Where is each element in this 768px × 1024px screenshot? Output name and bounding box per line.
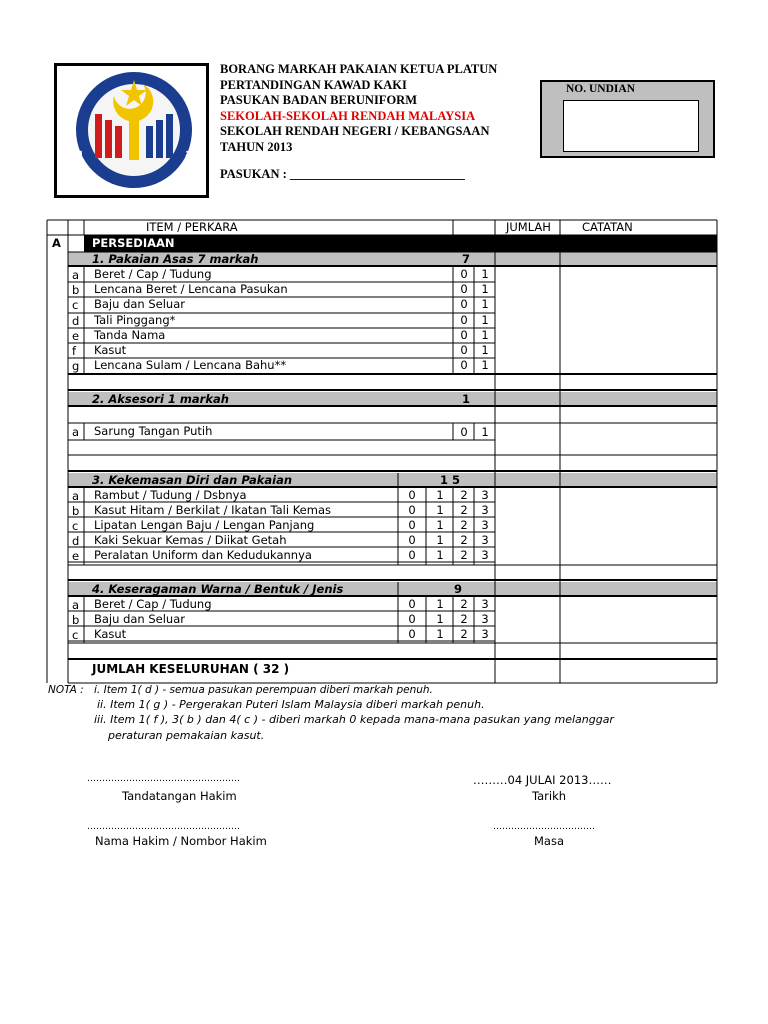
col-jumlah-header: JUMLAH <box>506 220 551 234</box>
judge-name-line[interactable]: …………………………………………… <box>87 822 240 832</box>
header-line-3: PASUKAN BADAN BERUNIFORM <box>220 93 417 107</box>
score-option[interactable]: 0 <box>408 488 416 502</box>
item-label: Sarung Tangan Putih <box>94 424 213 438</box>
pasukan-field[interactable]: PASUKAN : ____________________________ <box>220 167 465 181</box>
col-catatan-header: CATATAN <box>582 220 633 234</box>
score-option[interactable]: 1 <box>481 313 489 327</box>
score-option[interactable]: 0 <box>460 328 468 342</box>
score-option[interactable]: 0 <box>408 597 416 611</box>
score-option[interactable]: 0 <box>408 503 416 517</box>
score-option[interactable]: 2 <box>460 503 468 517</box>
section-letter: A <box>52 236 61 250</box>
score-option[interactable]: 1 <box>481 282 489 296</box>
item-letter: g <box>72 359 80 373</box>
score-option[interactable]: 3 <box>481 627 489 641</box>
score-option[interactable]: 0 <box>408 518 416 532</box>
sub1-title: 1. Pakaian Asas 7 markah <box>92 252 259 266</box>
score-option[interactable]: 0 <box>408 548 416 562</box>
score-option[interactable]: 0 <box>460 358 468 372</box>
total-label: JUMLAH KESELURUHAN ( 32 ) <box>92 662 290 676</box>
item-letter: b <box>72 283 80 297</box>
header-line-5: TAHUN 2013 <box>220 139 293 154</box>
item-label: Rambut / Tudung / Dsbnya <box>94 488 247 502</box>
date-field[interactable]: ………04 JULAI 2013…… <box>473 773 612 787</box>
score-option[interactable]: 2 <box>460 518 468 532</box>
time-field[interactable]: ……………………………. <box>493 822 595 832</box>
no-undian-label: NO. UNDIAN <box>566 83 635 95</box>
score-option[interactable]: 0 <box>460 297 468 311</box>
item-letter: d <box>72 314 80 328</box>
note-3: iii. Item 1( f ), 3( b ) dan 4( c ) - diberi markah 0 kepada mana-mana pasukan yang melanggar <box>94 713 614 726</box>
note-2: ii. Item 1( g ) - Pergerakan Puteri Islam Malaysia diberi markah penuh. <box>97 698 485 711</box>
score-option[interactable]: 3 <box>481 612 489 626</box>
score-option[interactable]: 0 <box>460 267 468 281</box>
score-option[interactable]: 1 <box>481 267 489 281</box>
item-letter: c <box>72 628 79 642</box>
item-letter: a <box>72 268 80 282</box>
item-letter: c <box>72 298 79 312</box>
item-letter: c <box>72 519 79 533</box>
score-option[interactable]: 2 <box>460 597 468 611</box>
judge-signature-label: Tandatangan Hakim <box>122 789 237 803</box>
score-option[interactable]: 1 <box>436 612 444 626</box>
header-line-red: SEKOLAH-SEKOLAH RENDAH MALAYSIA <box>220 108 476 123</box>
judge-signature-line[interactable]: …………………………………………… <box>87 774 240 784</box>
item-letter: d <box>72 534 80 548</box>
score-option[interactable]: 1 <box>481 425 489 439</box>
header-line-1: BORANG MARKAH PAKAIAN KETUA PLATUN <box>220 62 498 76</box>
score-option[interactable]: 2 <box>460 627 468 641</box>
score-option[interactable]: 2 <box>460 488 468 502</box>
score-option[interactable]: 3 <box>481 533 489 547</box>
col-item-header: ITEM / PERKARA <box>146 220 238 234</box>
sub2-title: 2. Aksesori 1 markah <box>92 392 229 406</box>
score-option[interactable]: 3 <box>481 548 489 562</box>
score-option[interactable]: 2 <box>460 533 468 547</box>
sub1-max: 7 <box>462 252 471 266</box>
item-label: Tali Pinggang* <box>94 313 176 327</box>
item-letter: a <box>72 489 80 503</box>
score-option[interactable]: 0 <box>408 533 416 547</box>
score-option[interactable]: 1 <box>481 343 489 357</box>
score-option[interactable]: 1 <box>436 533 444 547</box>
item-label: Tanda Nama <box>94 328 166 342</box>
score-option[interactable]: 1 <box>436 488 444 502</box>
score-option[interactable]: 0 <box>408 612 416 626</box>
item-label: Kaki Sekuar Kemas / Diikat Getah <box>94 533 287 547</box>
score-option[interactable]: 1 <box>481 358 489 372</box>
item-label: Beret / Cap / Tudung <box>94 267 212 281</box>
time-label: Masa <box>534 834 565 848</box>
score-option[interactable]: 1 <box>481 297 489 311</box>
score-option[interactable]: 0 <box>460 282 468 296</box>
score-option[interactable]: 3 <box>481 488 489 502</box>
score-option[interactable]: 3 <box>481 503 489 517</box>
item-label: Peralatan Uniform dan Kedudukannya <box>94 548 312 562</box>
item-letter: a <box>72 425 80 439</box>
score-option[interactable]: 0 <box>460 425 468 439</box>
item-letter: e <box>72 549 80 563</box>
judge-name-label: Nama Hakim / Nombor Hakim <box>95 834 267 848</box>
item-letter: b <box>72 613 80 627</box>
score-option[interactable]: 0 <box>408 627 416 641</box>
section-title: PERSEDIAAN <box>92 236 175 250</box>
score-option[interactable]: 1 <box>436 627 444 641</box>
item-letter: b <box>72 504 80 518</box>
header-line-2: PERTANDINGAN KAWAD KAKI <box>220 77 407 92</box>
score-option[interactable]: 1 <box>481 328 489 342</box>
score-option[interactable]: 1 <box>436 548 444 562</box>
item-label: Kasut <box>94 343 127 357</box>
score-option[interactable]: 2 <box>460 612 468 626</box>
item-letter: a <box>72 598 80 612</box>
item-letter: f <box>72 344 77 358</box>
item-label: Baju dan Seluar <box>94 297 186 311</box>
score-option[interactable]: 0 <box>460 313 468 327</box>
sub4-max: 9 <box>454 582 463 596</box>
date-label: Tarikh <box>532 789 567 803</box>
sub3-title: 3. Kekemasan Diri dan Pakaian <box>92 473 293 487</box>
score-option[interactable]: 3 <box>481 597 489 611</box>
sub3-max: 1 5 <box>440 473 461 487</box>
header-line-4: SEKOLAH RENDAH NEGERI / KEBANGSAAN <box>220 124 490 138</box>
note-1: i. Item 1( d ) - semua pasukan perempuan diberi markah penuh. <box>94 684 433 696</box>
item-label: Lencana Sulam / Lencana Bahu** <box>94 358 287 372</box>
item-label: Lipatan Lengan Baju / Lengan Panjang <box>94 518 315 532</box>
item-label: Lencana Beret / Lencana Pasukan <box>94 282 288 296</box>
item-label: Baju dan Seluar <box>94 612 186 626</box>
item-letter: e <box>72 329 80 343</box>
sub4-title: 4. Keseragaman Warna / Bentuk / Jenis <box>92 582 344 596</box>
item-label: Kasut <box>94 627 127 641</box>
score-option[interactable]: 1 <box>436 518 444 532</box>
score-option[interactable]: 0 <box>460 343 468 357</box>
score-option[interactable]: 1 <box>436 597 444 611</box>
score-option[interactable]: 1 <box>436 503 444 517</box>
logo-text: EMENTERI N MALAYSI <box>71 149 196 195</box>
item-label: Kasut Hitam / Berkilat / Ikatan Tali Kemas <box>94 503 331 517</box>
score-option[interactable]: 3 <box>481 518 489 532</box>
item-label: Beret / Cap / Tudung <box>94 597 212 611</box>
sub2-max: 1 <box>462 392 471 406</box>
score-option[interactable]: 2 <box>460 548 468 562</box>
nota-label: NOTA : <box>48 684 84 696</box>
note-3-cont: peraturan pemakaian kasut. <box>108 729 265 742</box>
